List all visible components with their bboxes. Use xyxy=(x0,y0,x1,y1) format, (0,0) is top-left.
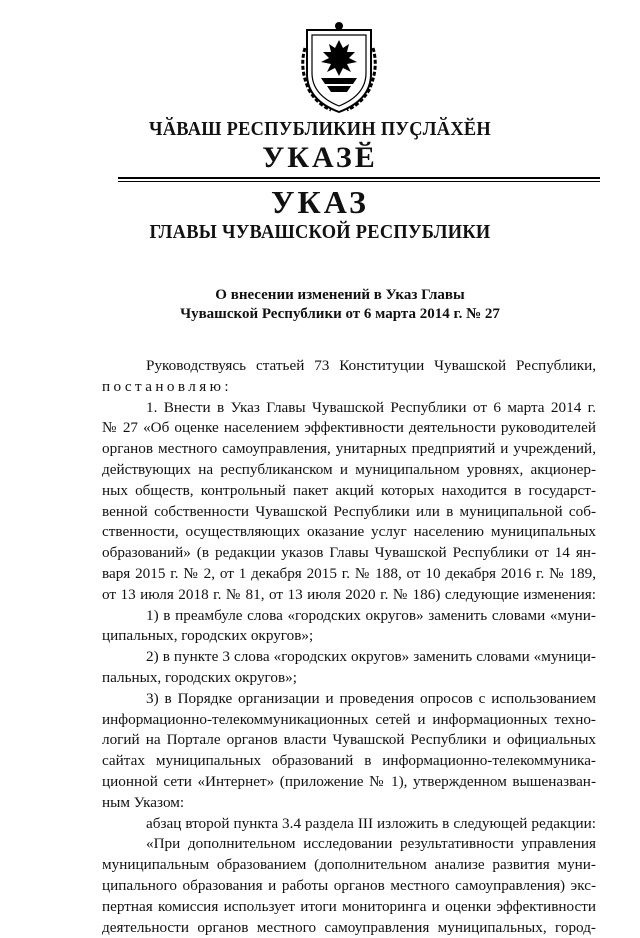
body-text-line: ципальных, городских округов»; xyxy=(102,627,314,645)
body-text-line: ционной сети «Интернет» (приложение № 1), утвержденном вышеназван- xyxy=(102,772,596,790)
body-text-line: ным Указом: xyxy=(102,793,185,811)
header-divider-thin xyxy=(118,181,600,182)
body-text-line: информационно-телекоммуникационных сетей и информационных техно- xyxy=(102,710,596,728)
russian-header-title: УКАЗ xyxy=(271,184,369,220)
body-text-line: 1) в преамбуле слова «городских округов» заменить словами «муни- xyxy=(146,606,596,624)
body-text-line: сайтах муниципальных образований в информационно-телекоммуника- xyxy=(102,752,596,770)
body-text-line: ных обществ, контрольный пакет акций которых находится в государст- xyxy=(102,481,596,499)
body-text-line: деятельности органов местного самоуправления муниципальных, город- xyxy=(102,918,596,936)
chuvash-header-line2: УКАЗӖ xyxy=(262,141,378,174)
body-text-line: постановляю: xyxy=(102,377,233,395)
chuvash-emblem-icon xyxy=(297,18,381,114)
body-text-line: ственности, осуществляющих оказание услуг населению муниципальных xyxy=(102,523,596,541)
body-text-line: образований» (в редакции указов Главы Чувашской Республики от 14 ян- xyxy=(102,544,596,562)
document-body xyxy=(102,356,596,938)
body-text-line: 1. Внести в Указ Главы Чувашской Республики от 6 марта 2014 г. xyxy=(146,398,596,416)
body-text-line: Руководствуясь статьей 73 Конституции Чувашской Республики, xyxy=(146,357,596,374)
body-text-line: пальных, городских округов»; xyxy=(102,668,297,686)
body-text-line: от 13 июля 2018 г. № 81, от 13 июля 2020 г. № 186) следующие изменения: xyxy=(102,585,596,603)
russian-header-subtitle: ГЛАВЫ ЧУВАШСКОЙ РЕСПУБЛИКИ xyxy=(149,221,491,243)
body-text-line: действующих на республиканском и муниципальном уровнях, акционер- xyxy=(102,460,596,478)
body-text-line: варя 2015 г. № 2, от 1 декабря 2015 г. № 188, от 10 декабря 2016 г. № 189, xyxy=(102,564,596,582)
body-text-line: абзац второй пункта 3.4 раздела III изложить в следующей редакции: xyxy=(146,814,596,832)
subject-line2: Чувашской Республики от 6 марта 2014 г. № 27 xyxy=(180,306,500,322)
body-text-line: органов местного самоуправления, унитарных предприятий и учреждений, xyxy=(102,440,596,458)
body-text-line: 2) в пункте 3 слова «городских округов» заменить словами «муници- xyxy=(146,648,596,666)
body-text-line: логий на Портале органов власти Чувашской Республики и официальных xyxy=(102,731,596,749)
body-text-line: ципального образования и работы органов местного самоуправления) экс- xyxy=(102,876,596,894)
body-text-line: пертная комиссия использует итоги мониторинга и оценки эффективности xyxy=(102,897,596,915)
body-text-line: № 27 «Об оценке населением эффективности деятельности руководителей xyxy=(102,419,596,437)
body-text-line: венной собственности Чувашской Республики или в муниципальной соб- xyxy=(102,502,596,520)
body-text-line: «При дополнительном исследовании результативности управления xyxy=(146,835,596,853)
document-subject xyxy=(90,286,590,324)
header-divider xyxy=(118,177,600,179)
body-text-line: 3) в Порядке организации и проведения опросов с использованием xyxy=(146,689,596,707)
body-text-line: муниципальным образованием (дополнительном анализе развития муни- xyxy=(102,856,596,874)
subject-line1: О внесении изменений в Указ Главы xyxy=(215,287,465,303)
chuvash-header-line1: ЧӐВАШ РЕСПУБЛИКИН ПУҪЛӐХӖН xyxy=(148,118,492,140)
